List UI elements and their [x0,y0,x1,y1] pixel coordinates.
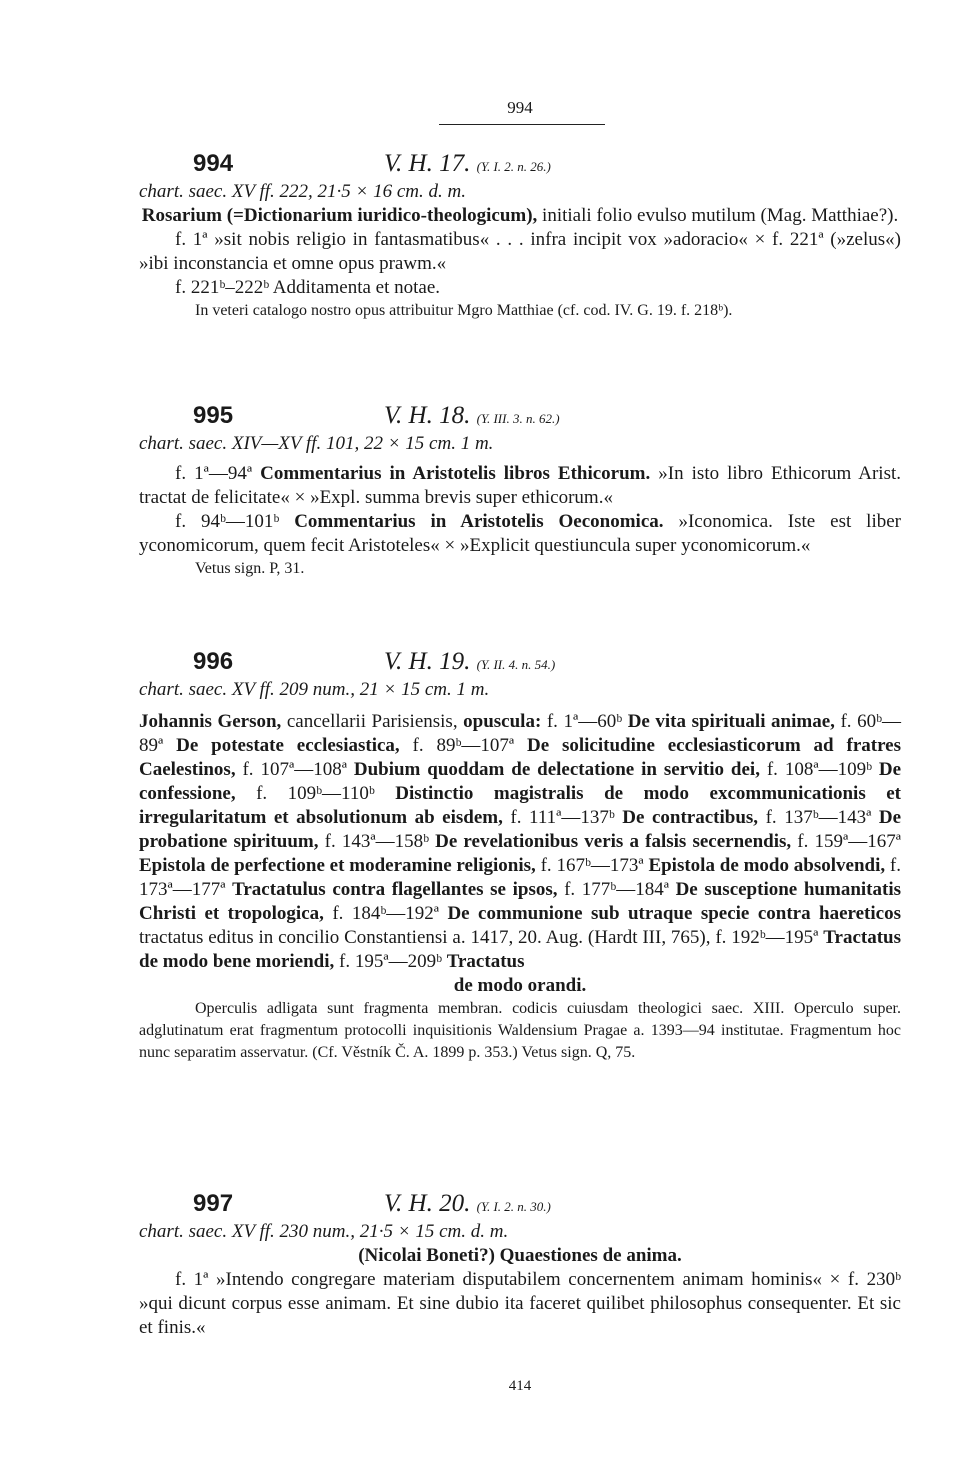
entry-994 [139,150,901,322]
folio-range: f. 94ᵇ—101ᵇ [175,511,295,532]
entry-signature [384,150,551,178]
entry-note: Vetus sign. P, 31. [195,560,305,577]
work-title: Epistola de modo absolvendi, [648,855,886,876]
work-title: Dubium quoddam de delectatione in servitio dei, [353,759,760,780]
old-signature: (Y. I. 2. n. 30.) [476,1199,551,1214]
entry-number: 995 [193,402,234,429]
work-title: De potestate ecclesiastica, [176,735,400,756]
entry-meta: chart. saec. XV ff. 230 num., 21·5 × 15 cm. d. m. [139,1221,509,1242]
work-title: Tractatus de modo bene moriendi, [139,927,901,972]
work-title: Tractatus [446,951,525,972]
work-title: De vita spirituali animae, [627,711,835,732]
work-title: De contractibus, [622,807,759,828]
header-rule [439,124,605,125]
entry-meta: chart. saec. XV ff. 222, 21·5 × 16 cm. d. m. [139,181,466,202]
entry-body-end [139,974,901,998]
signature-text: V. H. 17. [384,150,471,177]
entry-meta: chart. saec. XV ff. 209 num., 21 × 15 cm. 1 m. [139,679,490,700]
entry-note: Operculis adligata sunt fragmenta membran. codicis cuiusdam theologici saec. XIII. Operculo super. adglutinatum erat fragmentum protocolli inquisitionis Waldensium Pragae a. 1393—94 institutae. Fragmentum hoc nunc separatim asservatur. (Cf. Věstník Č. A. 1899 p. 353.) Vetus sign. Q, 75. [139,1000,901,1061]
entry-996 [139,648,901,1064]
entry-body: Johannis Gerson, cancellarii Parisiensis, opuscula: f. 1ª—60ᵇ De vita spirituali animae, f. 60ᵇ—89ª De potestate ecclesiastica, f. 89ᵇ—107ª De solicitudine ecclesiasticorum ad fratres Caelestinos, f. 107ª—108ª Dubium quoddam de delectatione in servitio dei, f. 108ª—109ᵇ De confessione, f. 109ᵇ—110ᵇ Distinctio magistralis de modo excommunicationis et irregularitatum et absolutionum ab eisdem, f. 111ª—137ᵇ De contractibus, f. 137ᵇ—143ª De probatione spirituum, f. 143ª—158ᵇ De revelationibus veris a falsis secernendis, f. 159ª—167ª Epistola de perfectione et moderamine religionis, f. 167ᵇ—173ª Epistola de modo absolvendi, f. 173ª—177ª Tractatulus contra flagellantes se ipsos, f. 177ᵇ—184ª De susceptione humanitatis Christi et tropologica, f. 184ᵇ—192ª De communione sub utraque specie contra haereticos tractatus editus in concilio Constantiensi a. 1417, 20. Aug. (Hardt III, 765), f. 192ᵇ—195ª Tractatus de modo bene moriendi, f. 195ª—209ᵇ Tractatus [139,711,902,972]
work-title: De communione sub utraque specie contra haereticos [447,903,901,924]
folio-range: f. 1ª—94ª [175,463,261,484]
entry-signature [384,1190,551,1218]
entry-number: 997 [193,1190,234,1217]
work-title: Commentarius in Aristotelis libros Ethicorum. [260,463,651,484]
old-signature: (Y. I. 2. n. 26.) [476,159,551,174]
entry-997 [139,1190,901,1340]
work-title: de modo orandi. [453,975,587,996]
signature-text: V. H. 19. [384,648,471,675]
work-title: opuscula: [463,711,542,732]
page-footer-number: 414 [508,1378,532,1394]
entry-signature [384,402,560,430]
entry-title: (Nicolai Boneti?) Quaestiones de anima. [358,1245,682,1266]
work-title: De probatione spirituum, [139,807,902,852]
entry-title [139,204,901,228]
entry-number: 994 [193,150,234,177]
work-title: Epistola de perfectione et moderamine religionis, [139,855,536,876]
page-header-number: 994 [507,98,533,117]
old-signature: (Y. II. 4. n. 54.) [476,657,556,672]
title-rest: initiali folio evulso mutilum (Mag. Matthiae?). [537,205,899,226]
signature-text: V. H. 20. [384,1190,471,1217]
entry-text [139,462,901,510]
entry-header [139,1190,901,1220]
entry-text [139,510,901,558]
entry-note: In veteri catalogo nostro opus attribuitur Mgro Matthiae (cf. cod. IV. G. 19. f. 218ᵇ). [195,302,733,319]
work-title: De confessione, [139,759,902,804]
entry-header [139,150,901,180]
old-signature: (Y. III. 3. n. 62.) [476,411,560,426]
entry-text: f. 221ᵇ–222ᵇ Additamenta et notae. [175,277,441,298]
work-title: De susceptione humanitatis Christi et tropologica, [139,879,901,924]
incipit-text: »In isto libro Ethicorum Arist. tractat de felicitate« × »Expl. summa brevis super ethicorum.« [139,463,901,508]
work-title: Tractatulus contra flagellantes se ipsos, [232,879,558,900]
entry-meta: chart. saec. XIV—XV ff. 101, 22 × 15 cm. 1 m. [139,433,494,454]
entry-text: f. 1ª »sit nobis religio in fantasmatibus« . . . infra incipit vox »adoracio« × f. 221ª (»zelus«) »ibi inconstancia et omne opus prawm.« [139,229,901,274]
incipit-text: »Iconomica. Iste est liber yconomicorum, quem fecit Aristoteles« × »Explicit questiuncula super yconomicorum.« [139,511,902,556]
work-title: De solicitudine ecclesiasticorum ad fratres Caelestinos, [139,735,901,780]
entry-995 [139,402,901,580]
entry-text: f. 1ª »Intendo congregare materiam disputabilem concernentem animam hominis« × f. 230ᵇ »qui dicunt corpus esse animam. Et sine dubio ita faceret quilibet philosophus consequenter. Et sic et finis.« [139,1269,901,1338]
entry-header [139,402,901,432]
entry-header [139,648,901,678]
work-title: De revelationibus veris a falsis secernendis, [435,831,792,852]
work-title: Distinctio magistralis de modo excommunicationis et irregularitatum et absolutionum ab eisdem, [139,783,901,828]
entry-signature [384,648,555,676]
signature-text: V. H. 18. [384,402,471,429]
title-bold: Rosarium (=Dictionarium iuridico-theologicum), [141,205,538,226]
work-title: Johannis Gerson, [139,711,282,732]
entry-number: 996 [193,648,234,675]
work-title: Commentarius in Aristotelis Oeconomica. [294,511,664,532]
